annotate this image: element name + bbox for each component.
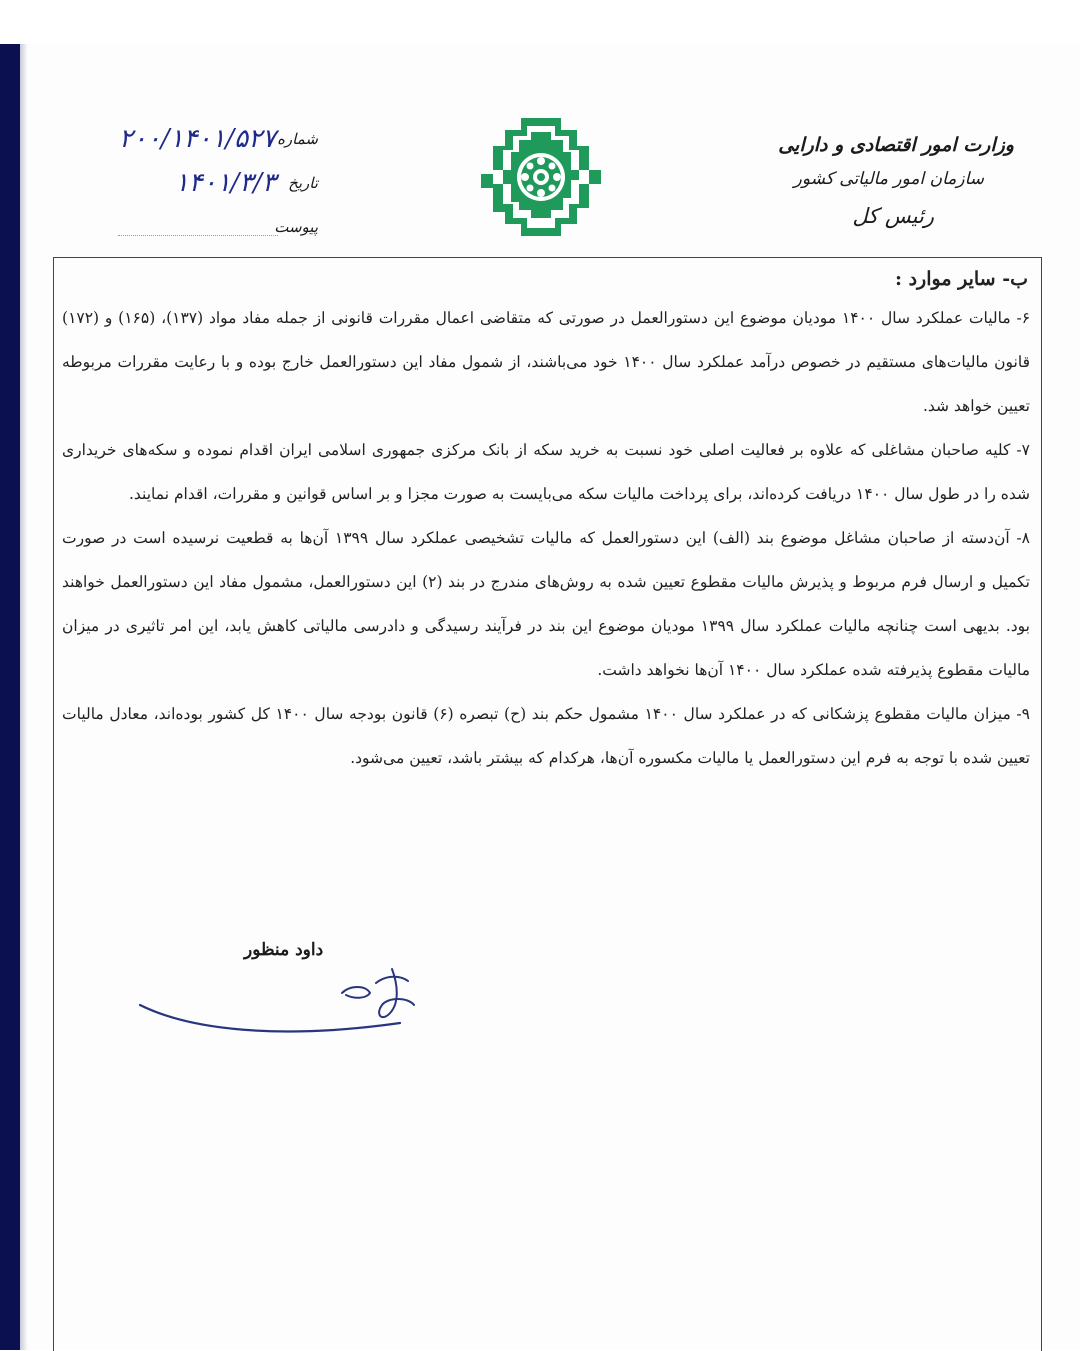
number-row	[78, 124, 318, 168]
left-edge-shadow	[20, 44, 28, 1350]
letter-body	[62, 262, 1030, 780]
date-label: تاریخ	[288, 174, 318, 192]
signer-name: داود منظور	[244, 940, 324, 960]
organization-name: سازمان امور مالیاتی کشور	[793, 169, 984, 189]
ministry-header	[694, 128, 1014, 236]
handwritten-signature-icon	[130, 935, 430, 1045]
letter-meta	[78, 124, 318, 242]
tax-organization-emblem-icon	[481, 118, 601, 236]
date-value: ۱۴۰۱/۳/۳	[174, 168, 276, 198]
left-edge-bar	[0, 44, 20, 1350]
ministry-name: وزارت امور اقتصادی و دارایی	[778, 134, 1014, 156]
number-label: شماره	[277, 130, 318, 148]
attachment-row	[78, 212, 318, 242]
paragraph-8: ۸- آن‌دسته از صاحبان مشاغل موضوع بند (الف) این دستورالعمل که مالیات تشخیصی عملکرد سال ۱۳۹۹ آن‌ها به قطعیت نرسیده است در صورت تکمیل و ارسال فرم مربوط و پذیرش مالیات مقطوع تعیین شده به روش‌های مندرج در بند (۲) این دستورالعمل، مشمول مفاد این دستورالعمل خواهند بود. بدیهی است چنانچه مالیات عملکرد سال ۱۳۹۹ مودیان موضوع این بند در فرآیند رسیدگی و دادرسی مالیاتی کاهش یابد، این امر تاثیری در میزان مالیات مقطوع پذیرفته شده عملکرد سال ۱۴۰۰ آن‌ها نخواهد داشت.	[62, 529, 1030, 679]
paragraph-7: ۷- کلیه صاحبان مشاغلی که علاوه بر فعالیت اصلی خود نسبت به خرید سکه از بانک مرکزی جمهوری اسلامی ایران اقدام نموده و سکه‌های خریداری شده را در طول سال ۱۴۰۰ دریافت کرده‌اند، برای پرداخت مالیات سکه می‌بایست به صورت مجزا و بر اساس قوانین و مقررات، اقدام نمایند.	[62, 441, 1030, 503]
paragraph-9: ۹- میزان مالیات مقطوع پزشکانی که در عملکرد سال ۱۴۰۰ مشمول حکم بند (ح) تبصره (۶) قانون بودجه سال ۱۴۰۰ کل کشور بوده‌اند، معادل مالیات تعیین شده با توجه به فرم این دستورالعمل یا مالیات مکسوره آن‌ها، هرکدام که بیشتر باشد، تعیین می‌شود.	[62, 705, 1030, 767]
section-title: ب- سایر موارد :	[894, 268, 1028, 290]
date-row	[78, 168, 318, 212]
attachment-label: پیوست	[274, 218, 318, 236]
number-value: ۲۰۰/۱۴۰۱/۵۲۷	[118, 124, 276, 154]
paragraph-6: ۶- مالیات عملکرد سال ۱۴۰۰ مودیان موضوع این دستورالعمل در صورتی که متقاضی اعمال مقررات قانونی از جمله مفاد مواد (۱۳۷)، (۱۶۵) و (۱۷۲) قانون مالیات‌های مستقیم در خصوص درآمد عملکرد سال ۱۴۰۰ خود می‌باشند، از شمول مفاد این دستورالعمل خارج بوده و با رعایت مقررات مربوطه تعیین خواهد شد.	[62, 309, 1031, 415]
attachment-dotted-line	[118, 235, 278, 236]
position-title: رئیس کل	[852, 204, 934, 228]
